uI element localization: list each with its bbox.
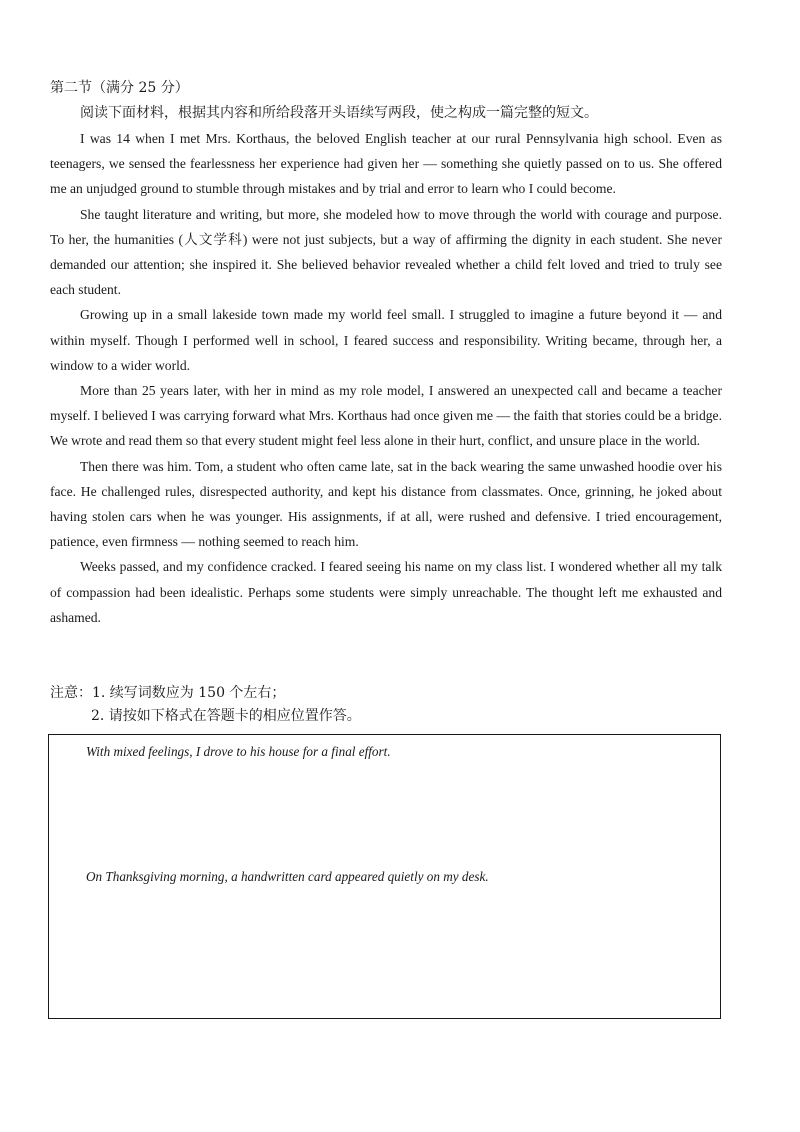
reading-passage (50, 126, 722, 630)
passage-paragraph: I was 14 when I met Mrs. Korthaus, the beloved English teacher at our rural Pennsylvania high school. Even as teenagers, we sensed the fearlessness her experience had given her — something she quietly passed on to us. She offered me an unjudged ground to stumble through mistakes and by trial and error to learn who I could become. (50, 131, 722, 197)
passage-paragraph: Weeks passed, and my confidence cracked. I feared seeing his name on my class list. I wondered whether all my talk of compassion had been idealistic. Perhaps some students were simply unreachable. The thought left me exhausted and ashamed. (50, 559, 722, 625)
task-instruction: 阅读下面材料，根据其内容和所给段落开头语续写两段，使之构成一篇完整的短文。 (80, 105, 598, 121)
note-answer-format: 2. 请按如下格式在答题卡的相应位置作答。 (91, 708, 361, 724)
passage-paragraph: Then there was him. Tom, a student who often came late, sat in the back wearing the same unwashed hoodie over his face. He challenged rules, disrespected authority, and kept his distance from classmates. Once, grinning, he joked about having stolen cars when he was younger. His assignments, if at all, were rushed and defensive. I tried encouragement, patience, even firmness — nothing seemed to reach him. (50, 458, 722, 550)
passage-paragraph: Growing up in a small lakeside town made my world feel small. I struggled to imagine a future beyond it — and within myself. Though I performed well in school, I feared success and responsibility. Writing became, through her, a window to a wider world. (50, 307, 722, 373)
passage-paragraph: She taught literature and writing, but more, she modeled how to move through the world with courage and purpose. To her, the humanities (人文学科) were not just subjects, but a way of affirming the dignity in each student. She never demanded our attention; she inspired it. She believed behavior revealed whether a child felt loved and tried to truly see each student. (50, 206, 722, 298)
section-title: 第二节（满分 25 分） (50, 80, 189, 96)
answer-box (48, 734, 721, 1019)
paragraph-opener-2: On Thanksgiving morning, a handwritten card appeared quietly on my desk. (86, 869, 489, 884)
note-word-count: 注意：1. 续写词数应为 150 个左右； (50, 685, 286, 701)
passage-paragraph: More than 25 years later, with her in mind as my role model, I answered an unexpected call and became a teacher myself. I believed I was carrying forward what Mrs. Korthaus had once given me — the faith that stories could be a bridge. We wrote and read them so that every student might feel less alone in their hurt, conflict, and unsure place in the world. (50, 383, 722, 449)
paragraph-opener-1: With mixed feelings, I drove to his house for a final effort. (86, 744, 391, 759)
